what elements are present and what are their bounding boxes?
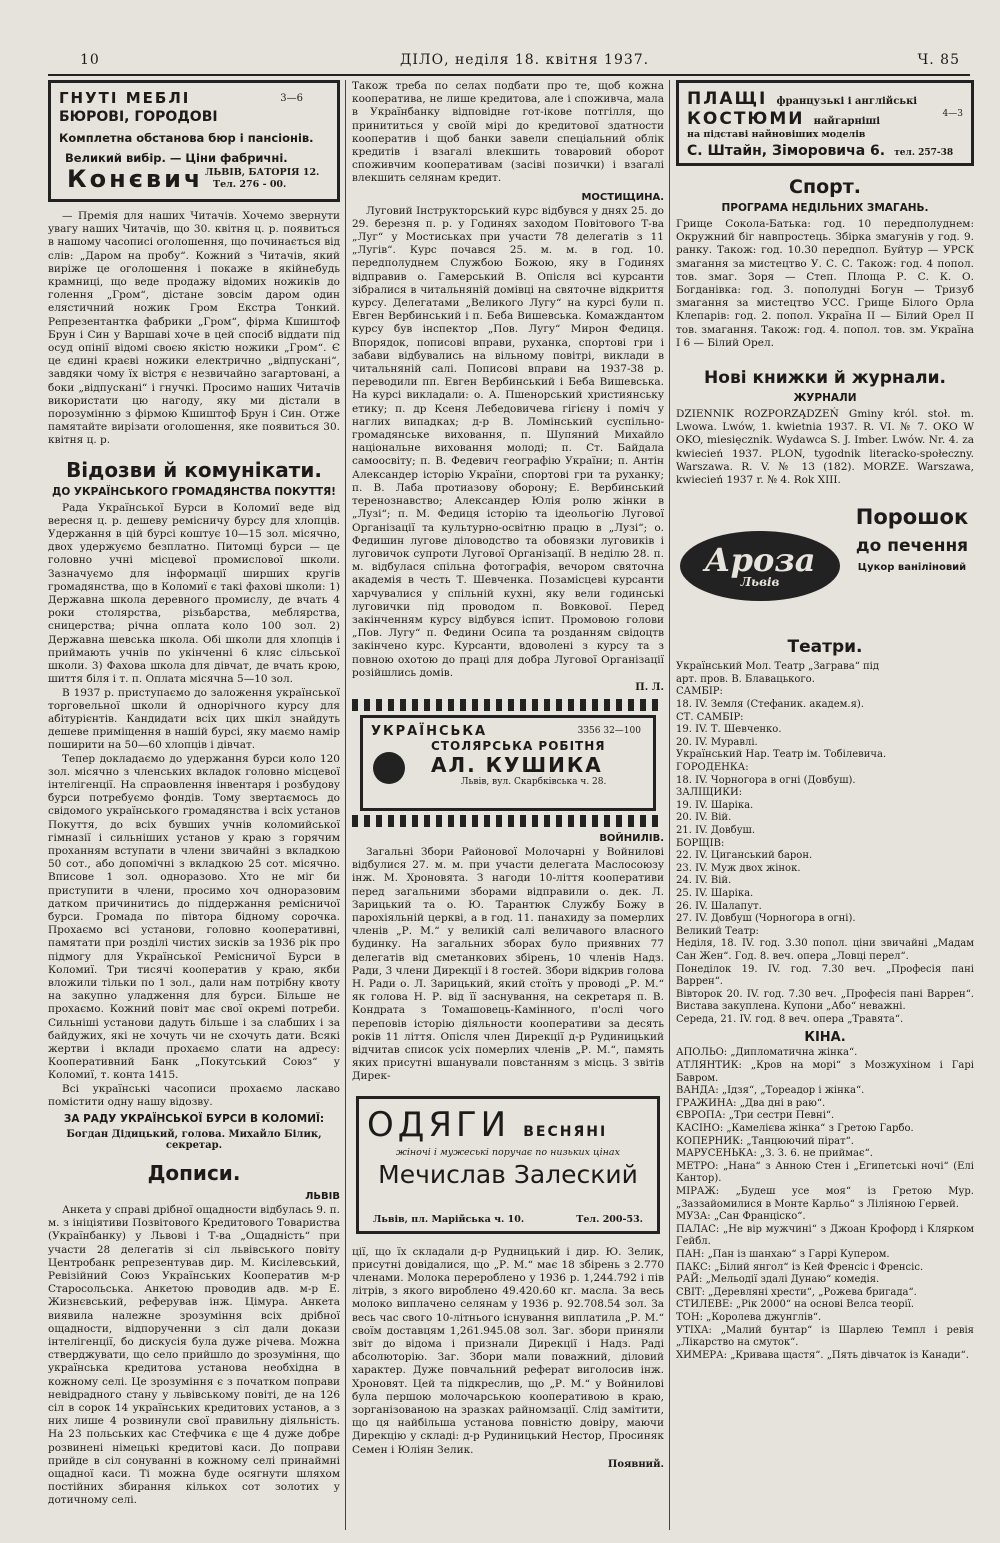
cinema-listing: РАЙ: „Мельодії здалі Дунаю“ комедія. xyxy=(676,1274,880,1286)
cinema-listing: АПОЛЬО: „Дипломатична жінка“. xyxy=(676,1047,858,1059)
ad-furniture-line2: БЮРОВІ, ГОРОДОВІ xyxy=(59,109,218,125)
cinema-listing: УТІХА: „Малий бунтар“ із Шарлею Темпл і ревія „Лікарство на смуток“. xyxy=(676,1324,974,1349)
ad-furniture-code: 3—6 xyxy=(280,93,303,104)
ad-carpentry xyxy=(360,715,656,811)
ad-coats-line2: КОСТЮМИ xyxy=(687,109,805,129)
theatre-listing: Середа, 21. IV. год. 8 веч. опера „Травята“. xyxy=(676,1013,904,1025)
column-3 xyxy=(676,80,974,1540)
cinema-listing: ВАНДА: „Ідзя“, „Тореадор і жінка“. xyxy=(676,1085,865,1097)
ad-clothing xyxy=(356,1096,660,1234)
appeal-paragraph: Рада Української Бурси в Коломиї веде від вересня ц. р. дешеву ремісничу бурсу для хлопців. Удержання в цій бурсі коштує 10—15 зол. місячно, двох удержуємо безплатно. Питомці бурси — це головно учні місцевої промислової школи. Зазначуємо для інформації ширших кругів громадянства, що в Коломиї є такі фахові школи: 1) Державна школа деревного промислу, де вчать 4 роки столярства, різьбарства, меблярства, сницерства; річна оплата коло 100 зол. 2) Державна шевська школа. Обі школи для хлопців і приймають учнів по укінченні 6 кляс сільської школи. 3) Фахова школа для дівчат, де вчать крою, шиття біля і т. п. Оплата місячна 5—10 зол. xyxy=(48,501,340,686)
ad-baking-powder-line1: Порошок xyxy=(855,505,969,530)
ad-coats-code: 4—3 xyxy=(942,109,963,119)
theatre-listing: 20. IV. Муравлі. xyxy=(676,736,758,748)
theatre-listing: САМБІР: xyxy=(676,686,723,698)
theatre-listing: Український Мол. Театр „Заграва“ під xyxy=(676,661,880,673)
section-title-books: Нові книжки й журнали. xyxy=(704,368,946,389)
cinema-listing: СТИЛЕВЕ: „Рік 2000“ на основі Велса теорії. xyxy=(676,1299,915,1311)
ad-baking-powder xyxy=(676,503,974,623)
theatre-listing: 18. IV. Земля (Стефаник. академ.я). xyxy=(676,699,864,711)
ad-furniture-tel: Тел. 276 - 00. xyxy=(213,179,287,190)
cinema-listing: ПАЛАС: „Не вір мужчині“ з Джоан Крофорд і Клярком Гейбл. xyxy=(676,1223,974,1248)
ad-border-bottom xyxy=(352,815,664,827)
theatre-listing: 25. IV. Шаріка. xyxy=(676,887,754,899)
ad-baking-powder-line2: до печення xyxy=(855,536,969,557)
cinema-listing: МІРАЖ: „Будеш усе моя“ із Гретою Мур. „Заззайомилися в Монте Карльо“ з Ліліяною Гервей. xyxy=(676,1186,974,1210)
ad-clothing-line2: жіночі і мужеські поручає по низьких цінах xyxy=(396,1146,620,1158)
newspaper-title: ДІЛО, неділя 18. квітня 1937. xyxy=(400,52,650,68)
theatre-listing: 20. IV. Вій. xyxy=(676,812,732,824)
ad-coats-line3: на підставі найновіших моделів xyxy=(687,129,866,140)
ad-coats-line1b: французькі і англійські xyxy=(776,96,918,107)
ad-furniture-address: ЛЬВІВ, БАТОРІЯ 12. xyxy=(205,167,320,178)
page-header xyxy=(40,52,970,72)
column-divider-1 xyxy=(345,80,346,1530)
voynyliv-article-cont: ції, що їх складали д-р Рудницький і дир. Ю. Зелик, присутні довідалися, що „Р. М.“ має 18 збірень з 2.770 членами. Молока перероблено у 1936 р. 1,244.792 і пів літрів, з якого вироблено 49.420.60 кг. масла. За весь молоко виплачено селянам у 1936 р. 92.708.54 зол. За весь час свого 10-літнього існування виплатила „Р. М.“ своїм доставцям 1,261.945.08 зол. Заг. збори приняли звіт до відома і признали Дирекції і Надз. Раді абсолюторію. Заг. Збори мали поважний, діловий характер. Дуже повчальний реферат виголосив інж. Хроновят. Цей та підкреслив, що „Р. М.“ у Войнилові була першою молочарською кооперативою в краю, зорганізованою на зразках райномзації. Слід замітити, що ця найбільша установа повністю довіру, маючи Дирекцію у складі: д-р Рудиницький Нестор, Просиняк Семен і Юліян Зелик. xyxy=(352,1245,664,1456)
section-title-correspondence: Дописи. xyxy=(147,1161,241,1185)
cinema-listing: МАРУСЕНЬКА: „З. З. 6. не приймає“. xyxy=(676,1148,873,1160)
ad-furniture-line3: Комплетна обстанова бюр і пансіонів. xyxy=(59,131,314,145)
ad-clothing-tel: Тел. 200-53. xyxy=(576,1213,643,1225)
ad-clothing-line3: Мечислав Залеский xyxy=(378,1159,638,1189)
ad-carpentry-line3: АЛ. КУШИКА xyxy=(431,752,603,777)
ad-carpentry-line1: УКРАЇНСЬКА xyxy=(371,723,488,739)
theatre-listing: Великий Театр: xyxy=(676,925,759,937)
theatre-listing: ГОРОДЕНКА: xyxy=(676,762,749,773)
ad-furniture xyxy=(48,80,340,202)
cinema-listing: ЄВРОПА: „Три сестри Певні“. xyxy=(676,1110,835,1122)
ad-carpentry-dot-icon xyxy=(373,752,405,784)
cinema-listing: КАСІНО: „Камелієва жінка“ з Гретою Гарбо. xyxy=(676,1123,914,1135)
ad-carpentry-code: 3356 32—100 xyxy=(577,725,641,736)
theatre-listing: Неділя, 18. IV. год. 3.30 попол. ціни звичайні „Мадам Сан Жен“. Год. 8. веч. опера „Ловці перел“. xyxy=(676,938,974,962)
ad-clothing-line1: ОДЯГИ xyxy=(367,1104,511,1145)
ad-aroza-logo xyxy=(680,531,840,601)
cinema-listing: КОПЕРНИК: „Танцюючий пірат“. xyxy=(676,1135,854,1147)
ad-clothing-line1b: ВЕСНЯНІ xyxy=(523,1123,608,1140)
ad-baking-powder-text xyxy=(852,503,972,575)
cinema-listing: МУЗА: „Сан Франціско“. xyxy=(676,1211,806,1223)
dateline-lviv: ЛЬВІВ xyxy=(305,1191,340,1202)
theatre-listing: СТ. САМБІР: xyxy=(676,711,744,723)
ad-furniture-line1: ГНУТІ МЕБЛІ xyxy=(59,89,191,107)
ad-carpentry-address: Львів, вул. Скарбківська ч. 28. xyxy=(461,776,607,787)
theatre-listing: Вівторок 20. IV. год. 7.30 веч. „Професія пані Варрен“. Вистава закуплена. Купони „Або“ неважні. xyxy=(676,988,974,1013)
sport-program: Грище Сокола-Батька: год. 10 передполуднем: Окружний біг навпростець. Збірка змагунів у год. 9. ранку. Також: год. 10.30 передпол. Буйтур — УРСК змагання за мистецтво У. С. С. Також: год. 4 попол. тов. змаг. Зоря — Степ. Площа Р. С. К. О. Богданівка: год. 3. пополудні Богун — Тризуб змагання за мистецтво УСС. Грище Білого Орла Клепарів: год. 2. попол. Україна II — Білий Орел II тов. змагання. Також: год. 4. попол. тов. зм. Україна І 6 — Білий Орел. xyxy=(676,218,974,349)
cinema-listing: ПАКС: „Білий янгол“ із Кей Френсіс і Френсіс. xyxy=(676,1261,924,1273)
appeal-paragraph: Всі українські часописи прохаємо ласкаво помістити одну нашу відозву. xyxy=(48,1082,340,1108)
appeal-paragraph: В 1937 р. приступаємо до заложення української торговельної школи й однорічного курсу для абітурієнтів. Кандидати всіх цих шкіл знайдуть дешеве приміщення в нашій бурсі, яку маємо намір поширити на 50—60 хлопців і дівчат. xyxy=(48,686,340,752)
issue-number: Ч. 85 xyxy=(917,52,960,68)
section-title-sport: Спорт. xyxy=(789,176,861,198)
column-2 xyxy=(352,80,664,1540)
theatre-listing: 27. IV. Довбуш (Чорногора в огні). xyxy=(676,913,856,925)
appeal-paragraph: Тепер докладаємо до удержання бурси коло 120 зол. місячно з членських вкладок головно місцевої інтелігенції. На спраовлення інвентаря і розбудову бурси потребуємо фондів. Тому звертаємось до свідомого українського громадянства і всіх установ Покуття, до всіх бувших учнів коломийської гімназії і сильніших установ у краю з горячим проханням вступати в члени звичайні з вкладкою 50 сот., або допомічні з вкладкою 25 сот. місячно. Вписове 1 зол. одноразово. Хто не міг би приступити в члени, просимо хоч одноразовим датком причинитись до піддержання ремісничої бурси. Громада по півтора бідному сорочка. Прохаємо всі установи, головно кооперативні, памятати при розділі чистих зисків за 1936 рік про підмогу для Української Ремісничої Бурси в Коломиї. Три тисячі кооператив у краю, якби вложили тільки по 1 зол., дали нам потрібну квоту на закупно уладження для бурси. Більше не прохаємо. Кожний повіт має свої окремі потреби. Сильніші установи дадуть більше і за слабших і за байдужих, які не хочуть чи не схочуть дати. Всякі жертви і вклади прохаємо слати на адресу: Кооперативний Банк „Покутський Союз“ у Коломиї, т. конта 1415. xyxy=(48,752,340,1082)
dateline-mostyshchyna: МОСТИЩИНА. xyxy=(581,191,664,203)
ad-furniture-line4: Великий вибір. — Ціни фабричні. xyxy=(65,151,288,165)
theatre-listing: 18. IV. Чорногора в огні (Довбуш). xyxy=(676,774,856,786)
column-1 xyxy=(48,80,340,1540)
correspondence-lviv: Анкета у справі дрібної ощадности відбулась 9. п. м. з ініціятиви Позвітового Кредитового Товариства (Українбанку) у Львові і Т-ва „Ощадність“ при участи 28 делегатів зі сіл львівського повіту Центробанк репрезентував дир. М. Кисілевський, Ревізійний Союз Українських Кооператив м-р Старосольська. Анкетою проводив адв. м-р Е. Жизнєвський, реферував інж. Цімура. Анкета виявила належне зрозуміння всіх дрібної ощадности, відпорученни з сіл дали докази інтелігенції, бо дискусія була дуже річева. Можна стверджувати, що село прийшло до зрозуміння, що українська кредитова установа необхідна в кожному селі. Це зрозуміння є з початком поправи невідрадного стану у львівському повіті, де на 126 сіл в сорок 14 українських кредитових установ, а з них лише 4 розвинули свої правильну діяльність. На 23 польських кас Стефчика є ще 4 дуже добре розвинені німецькі кредитові каси. До поправи прийде в сіл сонуванні в кожному селі принаймні ощадної каси. Ті можна буде осягнути шляхом постійних збирання кількох сот золотих у дотичному селі. xyxy=(48,1204,340,1507)
appeal-signature-head: ЗА РАДУ УКРАЇНСЬКОЇ БУРСИ В КОЛОМИЇ: xyxy=(63,1113,325,1125)
theatre-listing: 23. IV. Муж двох жінок. xyxy=(676,862,801,874)
article-signature: Появний. xyxy=(607,1458,664,1470)
cinema-listing: ХИМЕРА: „Кривава щастя“. „Пять дівчаток із Канади“. xyxy=(676,1349,969,1361)
theatre-listing: 19. IV. Шаріка. xyxy=(676,799,754,811)
cinema-listing: МЕТРО: „Нана“ з Анною Стен і „Египетські ночі“ (Елі Кантор). xyxy=(676,1160,974,1185)
appeal-heading: ДО УКРАЇНСЬКОГО ГРОМАДЯНСТВА ПОКУТТЯ! xyxy=(52,485,336,498)
ad-coats xyxy=(676,80,974,166)
dateline-voynyliv: ВОЙНИЛІВ. xyxy=(599,832,664,844)
page-number: 10 xyxy=(80,52,100,68)
ad-carpentry-line2: СТОЛЯРСЬКА РОБІТНЯ xyxy=(431,738,606,753)
ad-clothing-address: Львів, пл. Марійська ч. 10. xyxy=(373,1213,525,1225)
premium-notice: — Премія для наших Читачів. Хочемо звернути увагу наших Читачів, що 30. квітня ц. р. появиться в нашому часописі оголошення, що починається від слів: „Даром на пробу“. Кожний з Читачів, який виріже це оголошення і покаже в якійнебудь крамниці, що веде продажу відомих ножиків до голення „Гром“, дістане зовсім даром один елястичний ножик Гром Екстра Тонкий. Репрезентантка фабрики „Гром“, фірма Кшиштоф Брун і Син у Варшаві хоче в цей спосіб віддати під осуд опінії відомі своєю якістю ножики „Гром“. Є це єдині краєві ножики електрично „відпускані“, завдяки чому їх вістря є незвичайно загартовані, а боки „відпускані“ і гнучкі. Просимо наших Читачів використати цю нагоду, яку ми дістали в порозумінню з фірмою Кшиштоф Брун і Син. Отже памятайте вирізати оголошення, яке появиться 30. квітня ц. р. xyxy=(48,210,340,447)
section-title-appeals: Відозви й комунікати. xyxy=(66,457,322,482)
cinema-listing: АТЛЯНТИК: „Кров на морі“ з Мозжухіном і Гарі Бавром. xyxy=(676,1060,974,1084)
ad-coats-tel: тел. 257-38 xyxy=(894,148,954,158)
cinema-listing: ТОН: „Королева джунглів“. xyxy=(676,1311,822,1323)
theatre-listing: 19. IV. Т. Шевченко. xyxy=(676,724,782,736)
theatre-listing: 21. IV. Довбуш. xyxy=(676,824,756,836)
voynyliv-article: Загальні Збори Районової Молочарні у Войнилові відбулися 27. м. м. при участи делегата Маслосоюзу інж. М. Хроновята. З нагоди 10-ліття кооперативи перед загальними зборами відправили о. дек. Л. Зарицький та о. Ю. Тарантюк Службу Божу в парохіяльній церкві, а в год. 11. панахиду за померлих членів „Р. М.“ у великій салі величавого власного будинку. На загальних зборах було приявних 77 делегатів від сметанкових збірень, 10 членів Надз. Ради, 3 члени Дирекції і 8 гостей. Збори відкрив голова Н. Ради о. Л. Зарицький, який стоїть у проводі „Р. М.“ як голова Н. Р. від її заснування, на секретаря п. В. Кондрата з Томашовець-Камінного, п'ослі чого переповів історію діяльности кооперативи за десять років 11 ліття. Опісля член Дирекції д-р Рудиницький відчитав список усіх померлих членів „Р. М.“, память яких присутні вшанували повстанням з місць. З звітів Дирек- xyxy=(352,845,664,1083)
mostyshchyna-article: Луговий Інструкторський курс відбувся у днях 25. до 29. березня п. р. у Годинях заходом Повітового Т-ва „Луг“ у Мостиськах при участи 78 делегатів з 11 „Лугів“. Курс почався 25. м. м. в год. 10. передполуднем Службою Божою, яку в Годинях відправив о. Гамерський В. Опісля всі курсанти зібралися в читальняній домівці на святочне відкриття курсу. Делегатами „Великого Лугу“ на курсі були п. Евген Вербинський і п. Беба Вишевська. Комаждантом курсу був інспектор „Пов. Лугу“ Мирон Федиця. Впорядок, пописові вправи, руханка, спортові гри і забави відбувались на вільному повітрі, виклади в читальняній салі. Пописові вправи на 1937-38 р. переводили пп. Евген Вербинський і Беба Вишевська. На курсі викладали: о. А. Пшенорський християнську етику; п. др Ксеня Лебедовичева гігієну і поміч у наглих випадках; д-р В. Ломінський суспільно-громадянське виховання, п. Шупяний Михайло національне виховання молоді; п. Ст. Байдала самоосвіту; п. В. Федевич географію України; п. Антін Александер історію України, спортові гри та руханку; п. В. Лаба протиазову оборону; Е. Вербинський теренознавство; Александер Юлія ролю жінки в „Лузі“; п. М. Федиця історію та ідеольогію Лугової Організації та культурно-освітню працю в „Лузі“; о. Федишин лугове діловодство та обовязки луговиків і луговичок супроти Лугової Організації. В неділю 28. п. м. відбулася спільна фотографія, вечором святочна академія в честь Т. Шевченка. Позамісцеві курсанти харчувалися у спільній кухні, яку вели годинські луговички під проводом п. Вовкової. Перед закінченням курсу відбувся іспит. Промовою голови „Пов. Лугу“ п. Федини Осипа та розданням свідоцтв закінчено курс. Курсанти, вдоволені з курсу та з повною охотою до праці для добра Лугової Організації розійшлись домів. xyxy=(352,204,664,679)
section-title-cinemas: КІНА. xyxy=(804,1030,846,1046)
theatre-listing: арт. пров. В. Блавацького. xyxy=(676,673,815,685)
theatre-listing: Понеділок 19. IV. год. 7.30 веч. „Професія пані Варрен“. xyxy=(676,963,974,988)
theatre-listing: Український Нар. Театр ім. Тобілевича. xyxy=(676,749,887,761)
ad-coats-line2b: найгарніші xyxy=(813,116,881,127)
theatre-listing: БОРЩІВ: xyxy=(676,837,725,849)
theatre-listing: 22. IV. Циганський барон. xyxy=(676,850,813,862)
theatre-listing: 24. IV. Вій. xyxy=(676,875,732,887)
article-signature: П. Л. xyxy=(635,681,664,693)
ad-border-top xyxy=(352,699,664,711)
theatre-listing: ЗАЛІЩИКИ: xyxy=(676,787,743,799)
ad-furniture-brand: Конєвич xyxy=(67,165,204,193)
books-subtitle: ЖУРНАЛИ xyxy=(793,392,857,405)
ad-aroza-city: Львів xyxy=(740,575,780,590)
cinema-listing: ГРАЖИНА: „Два дні в раю“. xyxy=(676,1097,826,1109)
ad-baking-powder-line3: Цукор ваніліновий xyxy=(857,562,967,574)
column-divider-2 xyxy=(669,80,670,1530)
appeal-signature: Богдан Дідицький, голова. Михайло Білик, секретар. xyxy=(66,1129,322,1151)
ad-coats-line4: С. Штайн, Зіморовича 6. xyxy=(687,143,886,159)
theatres-list xyxy=(676,661,974,1026)
column-2-intro: Також треба по селах подбати про те, щоб кожна кооператива, не лише кредитова, але і споживча, мала в Українбанку відповідне гот-ікове потгілля, що принититься у своїй мірі до кредитової здатности кооператив і щоб банки завели спеціальний облік кредитів і взагалі влекшить товаровий оборот споживчим кооперативам (засіві позички) і взагалі влекшить селянам кредит. xyxy=(352,80,664,185)
ad-aroza-brand: Ароза xyxy=(704,541,816,580)
header-rule xyxy=(48,74,970,76)
cinema-listing: ПАН: „Пан із шанхаю“ з Гаррі Купером. xyxy=(676,1248,890,1260)
ad-coats-line1: ПЛАЩІ xyxy=(687,89,768,109)
theatre-listing: 26. IV. Шалапут. xyxy=(676,900,762,912)
cinemas-list xyxy=(676,1047,974,1362)
sport-subtitle: ПРОГРАМА НЕДІЛЬНИХ ЗМАГАНЬ. xyxy=(721,202,929,214)
section-title-theatres: Театри. xyxy=(787,637,863,658)
books-list: DZIENNIK ROZPORZĄDZEŃ Gminy król. stoł. m. Lwowa. Lwów, 1. kwietnia 1937. R. VI. № 7. OKO W OKO, miesięcznik. Wydawca S. J. Imber. Lwów. Nr. 4. za kwiecień 1937. PLON, tygodnik literacko-społeczny. Warszawa. R. V. № 13 (182). MORZE. Warszawa, kwiecień 1937 r. № 4. Rok XIII. xyxy=(676,408,974,487)
cinema-listing: СВІТ: „Деревляні хрести“, „Рожева бригада“. xyxy=(676,1286,917,1298)
